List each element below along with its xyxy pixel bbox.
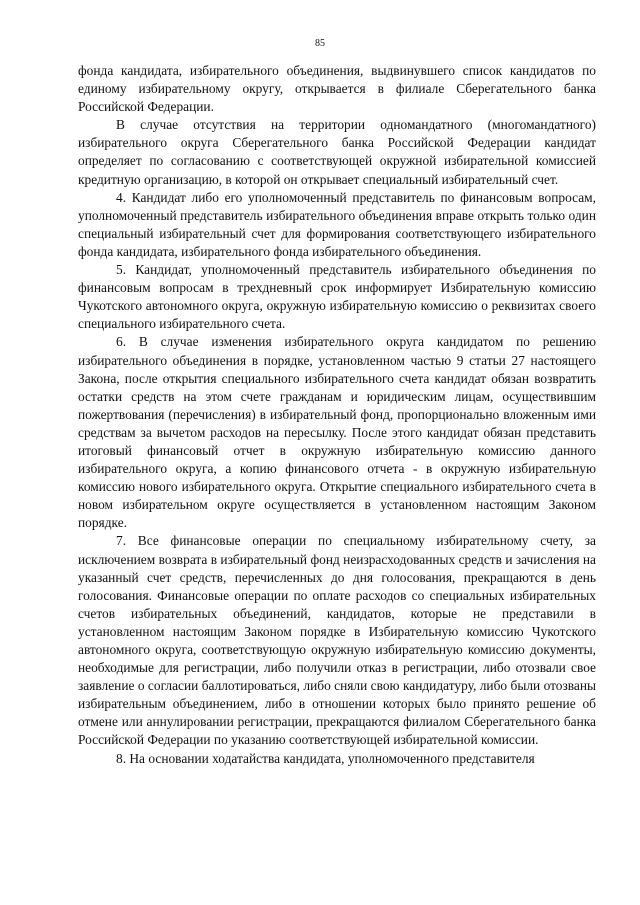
paragraph-4: 4. Кандидат либо его уполномоченный представитель по финансовым вопросам, уполномоченный представитель избирательного объединения вправе открыть только один специальный избирательный счет для формирования соответствующего избирательного фонда кандидата, избирательного фонда избирательного объединения. [78, 189, 596, 259]
paragraph-8: 8. На основании ходатайства кандидата, уполномоченного представителя [116, 750, 535, 766]
page-number: 85 [315, 38, 325, 49]
paragraph-7: 7. Все финансовые операции по специальному избирательному счету, за исключением возврата в избирательный фонд неизрасходованных средств и зачисления на указанный счет средств, перечисленных до дня голосования, прекращаются в день голосования. Финансовые операции по оплате расходов со специальных избирательных счетов избирательных объединений, кандидатов, которые не представили в установленном настоящим Законом порядке в Избирательную комиссию Чукотского автономного округа, соответствующую окружную избирательную комиссию документы, необходимые для регистрации, либо получили отказ в регистрации, либо отозвали свое заявление о согласии баллотироваться, либо сняли свою кандидатуру, либо были отозваны избирательным объединением, либо в отношении которых было принято решение об отмене или аннулировании регистрации, прекращаются филиалом Сберегательного банка Российской Федерации по указанию соответствующей избирательной комиссии. [78, 533, 596, 748]
paragraph-continuation: фонда кандидата, избирательного объединения, выдвинувшего список кандидатов по единому избирательному округу, открывается в филиале Сберегательного банка Российской Федерации. [78, 63, 596, 115]
paragraph-no-bank-branch: В случае отсутствия на территории одномандатного (многомандатного) избирательного округа Сберегательного банка Российской Федерации кандидат определяет по согласованию с соответствующей окружной избирательной комиссией кредитную организацию, в которой он открывает специальный избирательный счет. [78, 117, 596, 187]
document-body [78, 62, 596, 768]
paragraph-6: 6. В случае изменения избирательного округа кандидатом по решению избирательного объединения в порядке, установленном частью 9 статьи 27 настоящего Закона, после открытия специального избирательного счета кандидат обязан возвратить остатки средств на этом счете гражданам и юридическим лицам, осуществившим пожертвования (перечисления) в избирательный фонд, пропорционально вложенным ими средствам за вычетом расходов на пересылку. После этого кандидат обязан представить итоговый финансовый отчет в окружную избирательную комиссию данного избирательного округа, а копию финансового отчета - в окружную избирательную комиссию нового избирательного округа. Открытие специального избирательного счета в новом избирательном округе осуществляется в установленном настоящим Законом порядке. [78, 334, 596, 531]
paragraph-5: 5. Кандидат, уполномоченный представитель избирательного объединения по финансовым вопросам в трехдневный срок информирует Избирательную комиссию Чукотского автономного округа, окружную избирательную комиссию о реквизитах своего специального избирательного счета. [78, 262, 596, 332]
